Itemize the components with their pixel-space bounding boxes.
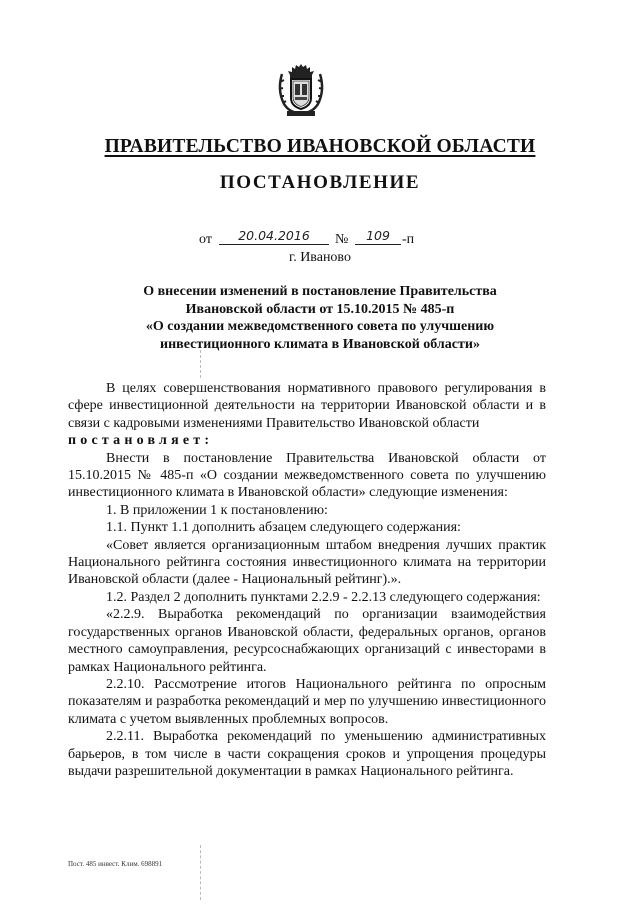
subject-line: «О создании межведомственного совета по улучшению (145, 319, 495, 334)
date-prefix: от (199, 232, 212, 247)
number-prefix: № (335, 232, 349, 247)
paragraph: 1. В приложении 1 к постановлению: (106, 502, 328, 518)
subject-line: О внесении изменений в постановление Правительства (143, 284, 497, 299)
footer-note: Пост. 485 инвест. Клим. 698891 (68, 860, 163, 868)
date-field: 20.04.2016 (219, 228, 329, 245)
scan-artifact-line (200, 845, 202, 900)
paragraph: 1.2. Раздел 2 дополнить пунктами 2.2.9 - 2.2.13 следующего содержания: (106, 589, 541, 605)
paragraph: «Совет является организационным штабом внедрения лучших практик Национального рейтинга состояния инвестиционного климата на территории Ивановской области (далее - Национальный рейтинг).». (68, 537, 546, 588)
paragraph: 2.2.11. Выработка рекомендаций по уменьшению административных барьеров, в том числе в части сокращения сроков и упрощения процедуры выдачи разрешительной документации в рамках Национального рейтинга. (68, 729, 546, 779)
subject-line: инвестиционного климата в Ивановской области» (160, 336, 480, 352)
city: г. Иваново (289, 250, 351, 265)
paragraph: 1.1. Пункт 1.1 дополнить абзацем следующего содержания: (106, 520, 461, 536)
subject-line: Ивановской области от 15.10.2015 № 485-п (185, 301, 455, 317)
paragraph: Внести в постановление Правительства Ивановской области от 15.10.2015 № 485-п «О создании межведомственного совета по улучшению инвестиционного климата в Ивановской области» следующие изменения: (68, 450, 546, 501)
government-title: ПРАВИТЕЛЬСТВО ИВАНОВСКОЙ ОБЛАСТИ (104, 136, 536, 157)
scan-artifact-line (200, 350, 202, 378)
paragraph: «2.2.9. Выработка рекомендаций по организации взаимодействия государственных органов Ивановской области, федеральных органов, органов местного самоуправления, ресурсоснабжающих организаций с инвесторами в рамках Национального рейтинга. (68, 607, 546, 675)
decree-word: постановляет: (68, 433, 214, 449)
number-suffix: -п (402, 232, 415, 247)
paragraph: 2.2.10. Рассмотрение итогов Национального рейтинга по опросным показателям и разработка рекомендаций и мер по улучшению инвестиционного климата с учетом выявленных проблемных вопросов. (68, 676, 546, 727)
date-number-line (199, 228, 439, 250)
document-body (68, 380, 546, 780)
intro-paragraph: В целях совершенствования нормативного правового регулирования в сфере инвестиционной деятельности на территории Ивановской области и в связи с кадровыми изменениями Правительство Ивановской области (68, 381, 546, 431)
coat-of-arms-icon (274, 62, 328, 118)
document-subject (80, 283, 560, 353)
document-type: ПОСТАНОВЛЕНИЕ (219, 172, 421, 193)
number-field: 109 (355, 228, 401, 245)
